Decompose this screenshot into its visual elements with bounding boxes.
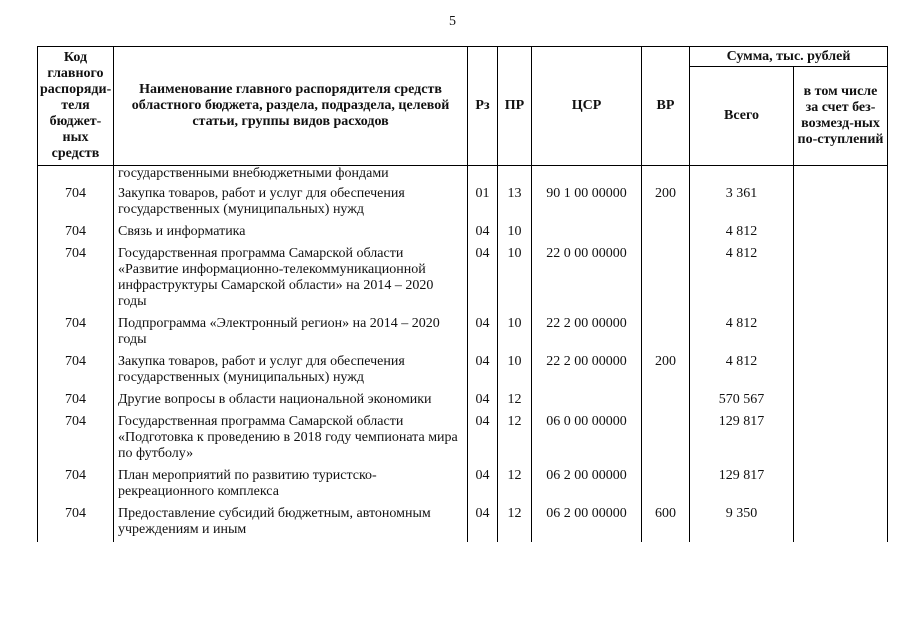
continuation-row xyxy=(38,166,888,185)
row-total: 4 812 xyxy=(690,244,794,314)
row-name: Подпрограмма «Электронный регион» на 2014 – 2020 годы xyxy=(114,314,468,352)
row-pr: 12 xyxy=(498,390,532,412)
row-pr: 12 xyxy=(498,466,532,504)
row-vr: 600 xyxy=(642,504,690,542)
row-total: 4 812 xyxy=(690,314,794,352)
row-gratuitous xyxy=(794,184,888,222)
row-rz: 04 xyxy=(468,352,498,390)
row-name: Закупка товаров, работ и услуг для обеспечения государственных (муниципальных) нужд xyxy=(114,352,468,390)
row-code: 704 xyxy=(38,390,114,412)
row-name: План мероприятий по развитию туристско-рекреационного комплекса xyxy=(114,466,468,504)
row-pr: 10 xyxy=(498,314,532,352)
budget-table xyxy=(37,46,888,542)
row-rz: 04 xyxy=(468,466,498,504)
header-pr: ПР xyxy=(498,47,532,166)
row-csr: 06 0 00 00000 xyxy=(532,412,642,466)
row-total: 3 361 xyxy=(690,184,794,222)
row-code: 704 xyxy=(38,222,114,244)
row-code: 704 xyxy=(38,352,114,390)
row-csr: 22 2 00 00000 xyxy=(532,352,642,390)
header-gratuitous: в том числе за счет без-возмезд-ных по-ступлений xyxy=(794,67,888,166)
row-total: 129 817 xyxy=(690,412,794,466)
row-code: 704 xyxy=(38,244,114,314)
table-row xyxy=(38,412,888,466)
row-vr xyxy=(642,314,690,352)
row-total: 4 812 xyxy=(690,222,794,244)
row-gratuitous xyxy=(794,244,888,314)
row-csr: 22 2 00 00000 xyxy=(532,314,642,352)
row-vr: 200 xyxy=(642,184,690,222)
row-csr: 06 2 00 00000 xyxy=(532,466,642,504)
row-csr: 90 1 00 00000 xyxy=(532,184,642,222)
header-name: Наименование главного распорядителя средств областного бюджета, раздела, подраздела, целевой статьи, группы видов расходов xyxy=(114,47,468,166)
row-vr xyxy=(642,390,690,412)
row-rz: 04 xyxy=(468,314,498,352)
row-pr: 10 xyxy=(498,352,532,390)
row-rz: 04 xyxy=(468,244,498,314)
header-rz: Рз xyxy=(468,47,498,166)
row-rz: 04 xyxy=(468,504,498,542)
table-row xyxy=(38,504,888,542)
row-gratuitous xyxy=(794,390,888,412)
table-row xyxy=(38,390,888,412)
row-pr: 12 xyxy=(498,504,532,542)
row-vr: 200 xyxy=(642,352,690,390)
continuation-text: государственными внебюджетными фондами xyxy=(114,166,468,185)
row-gratuitous xyxy=(794,412,888,466)
row-vr xyxy=(642,222,690,244)
row-rz: 04 xyxy=(468,390,498,412)
header-csr: ЦСР xyxy=(532,47,642,166)
table-body xyxy=(38,166,888,543)
header-sum-group: Сумма, тыс. рублей xyxy=(690,47,888,67)
page-number: 5 xyxy=(449,14,456,29)
row-pr: 12 xyxy=(498,412,532,466)
header-code: Код главного распоряди-теля бюджет-ных средств xyxy=(38,47,114,166)
row-pr: 10 xyxy=(498,222,532,244)
table-row xyxy=(38,352,888,390)
row-gratuitous xyxy=(794,222,888,244)
row-gratuitous xyxy=(794,314,888,352)
row-total: 9 350 xyxy=(690,504,794,542)
row-csr: 22 0 00 00000 xyxy=(532,244,642,314)
row-code: 704 xyxy=(38,184,114,222)
table-row xyxy=(38,466,888,504)
table-row xyxy=(38,222,888,244)
row-name: Государственная программа Самарской области «Развитие информационно-телекоммуникационной инфраструктуры Самарской области» на 2014 – 2020 годы xyxy=(114,244,468,314)
table-row xyxy=(38,244,888,314)
row-pr: 13 xyxy=(498,184,532,222)
row-name: Государственная программа Самарской области «Подготовка к проведению в 2018 году чемпионата мира по футболу» xyxy=(114,412,468,466)
row-code: 704 xyxy=(38,466,114,504)
row-code: 704 xyxy=(38,314,114,352)
table-header xyxy=(38,47,888,166)
row-pr: 10 xyxy=(498,244,532,314)
row-vr xyxy=(642,244,690,314)
row-name: Предоставление субсидий бюджетным, автономным учреждениям и иным xyxy=(114,504,468,542)
table-row xyxy=(38,314,888,352)
row-rz: 04 xyxy=(468,412,498,466)
row-name: Связь и информатика xyxy=(114,222,468,244)
header-total: Всего xyxy=(690,67,794,166)
table-row xyxy=(38,184,888,222)
row-total: 129 817 xyxy=(690,466,794,504)
header-vr: ВР xyxy=(642,47,690,166)
row-gratuitous xyxy=(794,504,888,542)
row-total: 4 812 xyxy=(690,352,794,390)
row-rz: 01 xyxy=(468,184,498,222)
row-csr: 06 2 00 00000 xyxy=(532,504,642,542)
row-vr xyxy=(642,412,690,466)
row-name: Закупка товаров, работ и услуг для обеспечения государственных (муниципальных) нужд xyxy=(114,184,468,222)
row-csr xyxy=(532,222,642,244)
row-vr xyxy=(642,466,690,504)
row-csr xyxy=(532,390,642,412)
row-gratuitous xyxy=(794,466,888,504)
row-code: 704 xyxy=(38,412,114,466)
row-code: 704 xyxy=(38,504,114,542)
row-name: Другие вопросы в области национальной экономики xyxy=(114,390,468,412)
row-rz: 04 xyxy=(468,222,498,244)
row-gratuitous xyxy=(794,352,888,390)
row-total: 570 567 xyxy=(690,390,794,412)
